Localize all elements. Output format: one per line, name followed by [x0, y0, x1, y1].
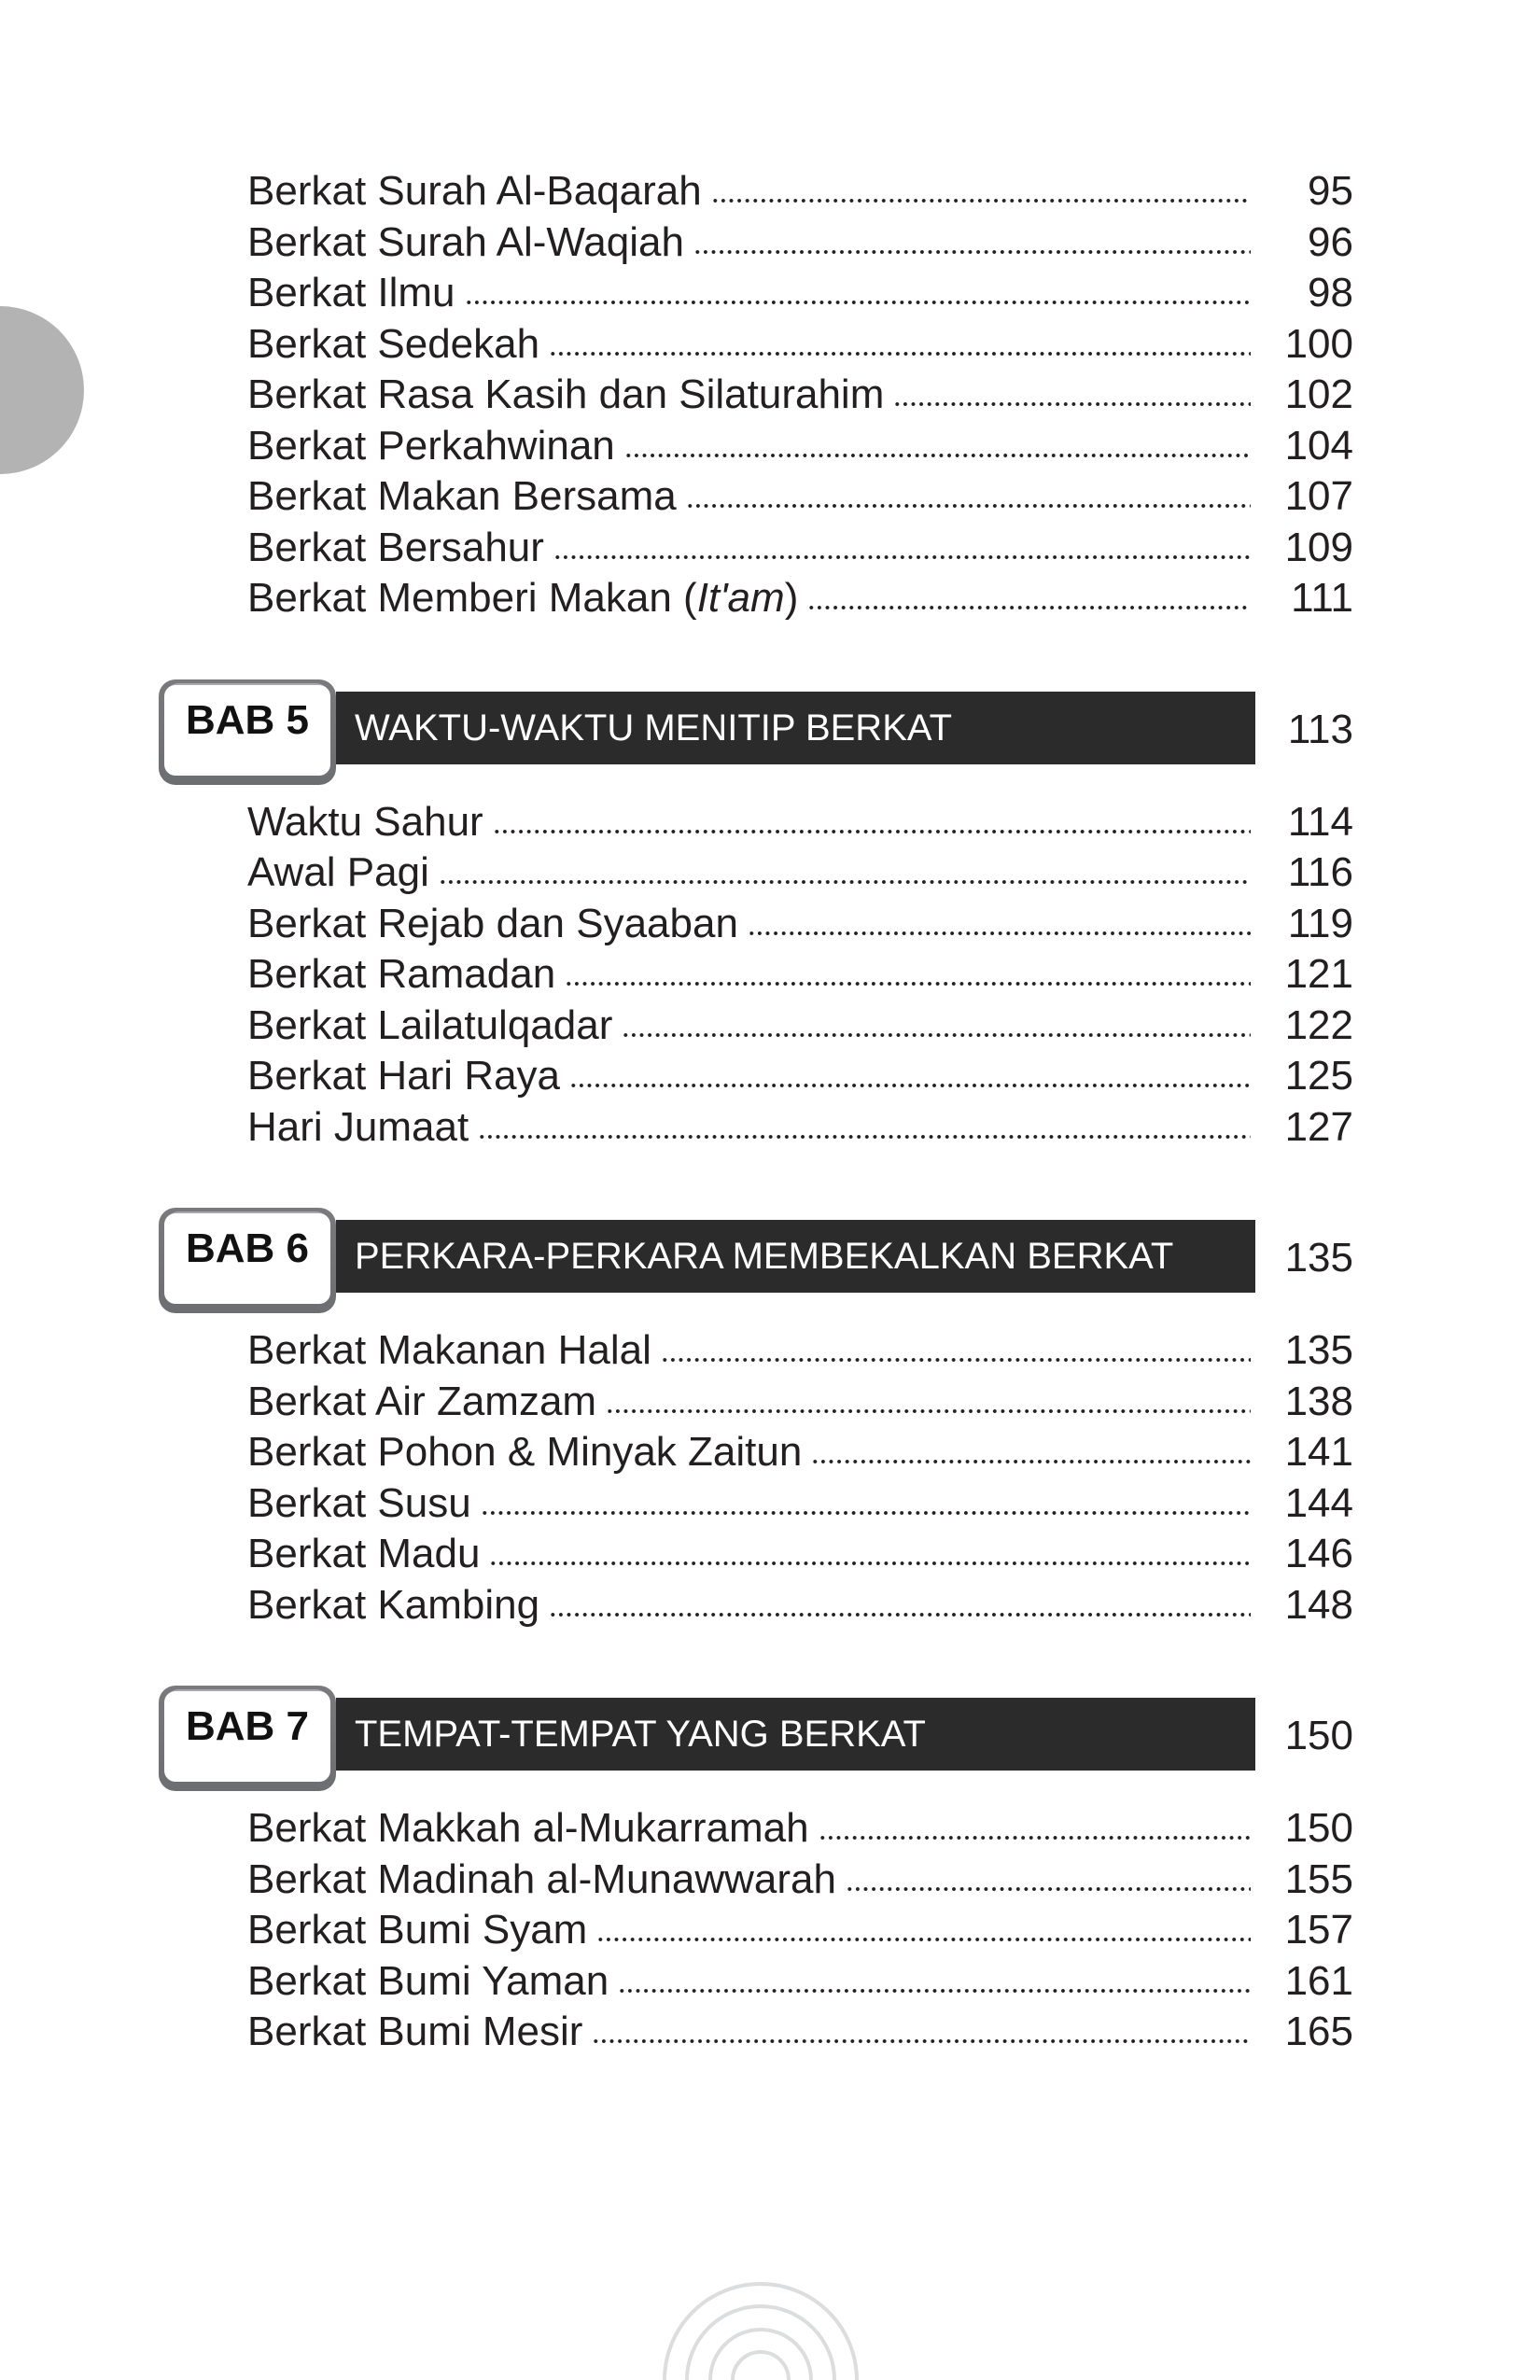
- entry-title: [247, 217, 693, 269]
- entry-title-text: Berkat Bersahur: [247, 524, 544, 570]
- ring-arc: [733, 2352, 789, 2380]
- entry-title-text: Berkat Susu: [247, 1479, 471, 1526]
- entry-title-text: Berkat Pohon & Minyak Zaitun: [247, 1429, 803, 1475]
- entry-title-text: Berkat Air Zamzam: [247, 1378, 597, 1424]
- entry-page-number: 135: [1284, 1327, 1353, 1373]
- entry-page-number: 127: [1284, 1103, 1353, 1150]
- entry-page-number: 119: [1287, 900, 1353, 946]
- chapter-tab-marker: [0, 306, 84, 474]
- toc-entry[interactable]: [247, 1956, 1353, 2008]
- entry-title-text: Berkat Hari Raya: [247, 1053, 561, 1099]
- entry-page-number: 157: [1284, 1907, 1353, 1953]
- entry-page-number: 161: [1284, 1957, 1353, 2004]
- chapter-label: BAB 6: [164, 1213, 330, 1304]
- chapter-title[interactable]: WAKTU-WAKTU MENITIP BERKAT: [336, 692, 1255, 764]
- entry-page-number: 107: [1284, 473, 1353, 519]
- dot-leader: [569, 1078, 1251, 1089]
- entry-title-text: Waktu Sahur: [247, 798, 483, 845]
- chapter-header: [185, 1631, 1353, 1803]
- dot-leader: [807, 600, 1251, 611]
- entry-title-text: Berkat Surah Al-Waqiah: [247, 218, 684, 265]
- entry-title-text: Hari Jumaat: [247, 1103, 469, 1150]
- entry-title-text: Berkat Kambing: [247, 1581, 540, 1628]
- entry-page-number: 98: [1308, 270, 1353, 315]
- entry-page-number: 150: [1284, 1805, 1353, 1851]
- entry-page-number: 141: [1284, 1429, 1353, 1475]
- entry-title: [247, 1956, 618, 2008]
- dot-leader: [624, 448, 1251, 459]
- dot-leader: [893, 397, 1251, 408]
- dot-leader: [478, 1129, 1251, 1141]
- entry-title: [247, 268, 465, 319]
- entry-title-text: Berkat Makanan Halal: [247, 1327, 651, 1373]
- entry-title: [247, 1102, 478, 1154]
- entry-page-number: 146: [1284, 1531, 1353, 1576]
- dot-leader: [618, 1983, 1251, 1995]
- decorative-rings-icon: [658, 2261, 863, 2380]
- dot-leader: [661, 1352, 1251, 1364]
- entry-title: [247, 1803, 819, 1855]
- entry-page-number: 144: [1284, 1479, 1353, 1526]
- chapter-page-number: 150: [1284, 1713, 1353, 1758]
- entry-title-text: Berkat Rasa Kasih dan Silaturahim: [247, 371, 885, 417]
- toc-entry[interactable]: [247, 1855, 1353, 1906]
- ring-arc: [687, 2306, 834, 2380]
- toc-entry[interactable]: [247, 2007, 1353, 2058]
- dot-leader: [592, 2034, 1251, 2045]
- dot-leader: [565, 976, 1251, 987]
- entry-title: [247, 1427, 811, 1478]
- toc-entry[interactable]: [247, 268, 1353, 319]
- entry-page-number: 155: [1284, 1855, 1353, 1902]
- dot-leader: [693, 245, 1251, 256]
- entry-page-number: 122: [1284, 1001, 1353, 1048]
- entry-title: [247, 1529, 489, 1580]
- entry-title-text: Berkat Bumi Mesir: [247, 2009, 583, 2054]
- chapter-label-box: [159, 679, 336, 785]
- toc-entry[interactable]: [247, 1051, 1353, 1102]
- toc-entry[interactable]: [247, 1478, 1353, 1530]
- entry-title: [247, 523, 553, 574]
- entry-page-number: 116: [1287, 849, 1353, 895]
- toc-entry[interactable]: [247, 949, 1353, 1001]
- entry-title: [247, 797, 493, 848]
- entry-page-number: 102: [1284, 371, 1353, 417]
- entry-title-text: Awal Pagi: [247, 849, 429, 895]
- entry-title-text: Berkat Madu: [247, 1531, 481, 1576]
- chapter-label: BAB 5: [164, 685, 330, 776]
- chapter-header: [185, 1153, 1353, 1325]
- entry-title-text: Berkat Makkah al-Mukarramah: [247, 1805, 809, 1851]
- chapter-title[interactable]: TEMPAT-TEMPAT YANG BERKAT: [336, 1698, 1255, 1771]
- ring-arc: [710, 2330, 811, 2380]
- entry-page-number: 111: [1291, 575, 1353, 621]
- toc-entry[interactable]: [247, 1001, 1353, 1052]
- toc-entry[interactable]: [247, 523, 1353, 574]
- entry-title: [247, 370, 893, 421]
- entry-title: [247, 1478, 481, 1530]
- toc-entry[interactable]: [247, 1325, 1353, 1377]
- chapter-label: BAB 7: [164, 1691, 330, 1782]
- entry-title-text: Berkat Memberi Makan (: [247, 575, 697, 621]
- entry-page-number: 95: [1308, 168, 1353, 214]
- dot-leader: [439, 875, 1251, 886]
- toc-entry[interactable]: [247, 797, 1353, 848]
- entry-title: [247, 319, 549, 371]
- chapter-label-box: [159, 1208, 336, 1313]
- entry-title: [247, 1855, 846, 1906]
- dot-leader: [549, 1607, 1251, 1618]
- dot-leader: [596, 1932, 1251, 1943]
- toc-entry[interactable]: [247, 1529, 1353, 1580]
- toc-entry[interactable]: [247, 166, 1353, 217]
- entry-title-text: Berkat Bumi Yaman: [247, 1957, 609, 2004]
- toc-entry[interactable]: [247, 1803, 1353, 1855]
- chapter-title[interactable]: PERKARA-PERKARA MEMBEKALKAN BERKAT: [336, 1220, 1255, 1293]
- entry-page-number: 96: [1308, 218, 1353, 265]
- entry-title-text: Berkat Surah Al-Baqarah: [247, 168, 702, 214]
- entry-title-text: Berkat Sedekah: [247, 320, 540, 367]
- table-of-contents: [185, 166, 1353, 2058]
- entry-title: [247, 1905, 596, 1956]
- entry-title: [247, 1377, 606, 1428]
- toc-entry[interactable]: [247, 217, 1353, 269]
- entry-title-text: Berkat Ilmu: [247, 270, 455, 315]
- entry-title: [247, 847, 439, 899]
- dot-leader: [622, 1028, 1251, 1039]
- dot-leader: [489, 1556, 1251, 1567]
- chapter-page-number: 135: [1284, 1235, 1353, 1281]
- entry-title: [247, 1580, 549, 1631]
- entry-title: [247, 2007, 592, 2058]
- dot-leader: [481, 1505, 1251, 1517]
- dot-leader: [606, 1404, 1251, 1415]
- ring-arc: [665, 2284, 857, 2380]
- entry-page-number: 100: [1284, 320, 1353, 367]
- entry-page-number: 165: [1284, 2009, 1353, 2054]
- entry-title-text: Berkat Madinah al-Munawwarah: [247, 1855, 836, 1902]
- entry-title-italic: It'am: [696, 575, 785, 621]
- toc-entry[interactable]: [247, 370, 1353, 421]
- entry-page-number: 138: [1284, 1378, 1353, 1424]
- entry-title: [247, 1001, 622, 1052]
- entry-page-number: 114: [1287, 798, 1353, 845]
- entry-title-text: Berkat Makan Bersama: [247, 473, 677, 519]
- dot-leader: [846, 1882, 1251, 1893]
- chapter-header: [185, 624, 1353, 797]
- entry-page-number: 104: [1284, 422, 1353, 469]
- dot-leader: [553, 550, 1251, 561]
- entry-title: [247, 899, 748, 950]
- toc-entry[interactable]: [247, 1377, 1353, 1428]
- toc-entry[interactable]: [247, 471, 1353, 523]
- entry-title: [247, 573, 807, 624]
- entry-title-text: Berkat Bumi Syam: [247, 1907, 588, 1953]
- toc-entry[interactable]: [247, 1427, 1353, 1478]
- entry-title-suffix: ): [784, 575, 799, 621]
- entry-title: [247, 1051, 569, 1102]
- toc-entry[interactable]: [247, 899, 1353, 950]
- entry-title-text: Berkat Rejab dan Syaaban: [247, 900, 738, 946]
- entry-title-text: Berkat Perkahwinan: [247, 422, 615, 469]
- toc-entry[interactable]: [247, 1580, 1353, 1631]
- dot-leader: [549, 346, 1251, 357]
- toc-entry[interactable]: [247, 1905, 1353, 1956]
- toc-entry[interactable]: [247, 573, 1353, 624]
- toc-entry[interactable]: [247, 847, 1353, 899]
- dot-leader: [711, 193, 1251, 204]
- dot-leader: [686, 498, 1251, 510]
- dot-leader: [465, 295, 1251, 306]
- dot-leader: [493, 824, 1251, 835]
- dot-leader: [819, 1830, 1251, 1841]
- toc-entry[interactable]: [247, 421, 1353, 472]
- entry-page-number: 148: [1284, 1581, 1353, 1628]
- toc-entry[interactable]: [247, 1102, 1353, 1154]
- chapter-label-box: [159, 1686, 336, 1791]
- entry-title-text: Berkat Ramadan: [247, 951, 556, 997]
- entry-title: [247, 166, 711, 217]
- entry-title: [247, 471, 686, 523]
- entry-page-number: 125: [1284, 1053, 1353, 1099]
- entry-title: [247, 949, 565, 1001]
- entry-title: [247, 1325, 661, 1377]
- entry-page-number: 121: [1284, 951, 1353, 997]
- entry-title-text: Berkat Lailatulqadar: [247, 1001, 613, 1048]
- toc-entry[interactable]: [247, 319, 1353, 371]
- dot-leader: [811, 1454, 1251, 1465]
- entry-title: [247, 421, 624, 472]
- chapter-page-number: 113: [1287, 706, 1353, 752]
- entry-page-number: 109: [1284, 524, 1353, 570]
- dot-leader: [748, 926, 1251, 937]
